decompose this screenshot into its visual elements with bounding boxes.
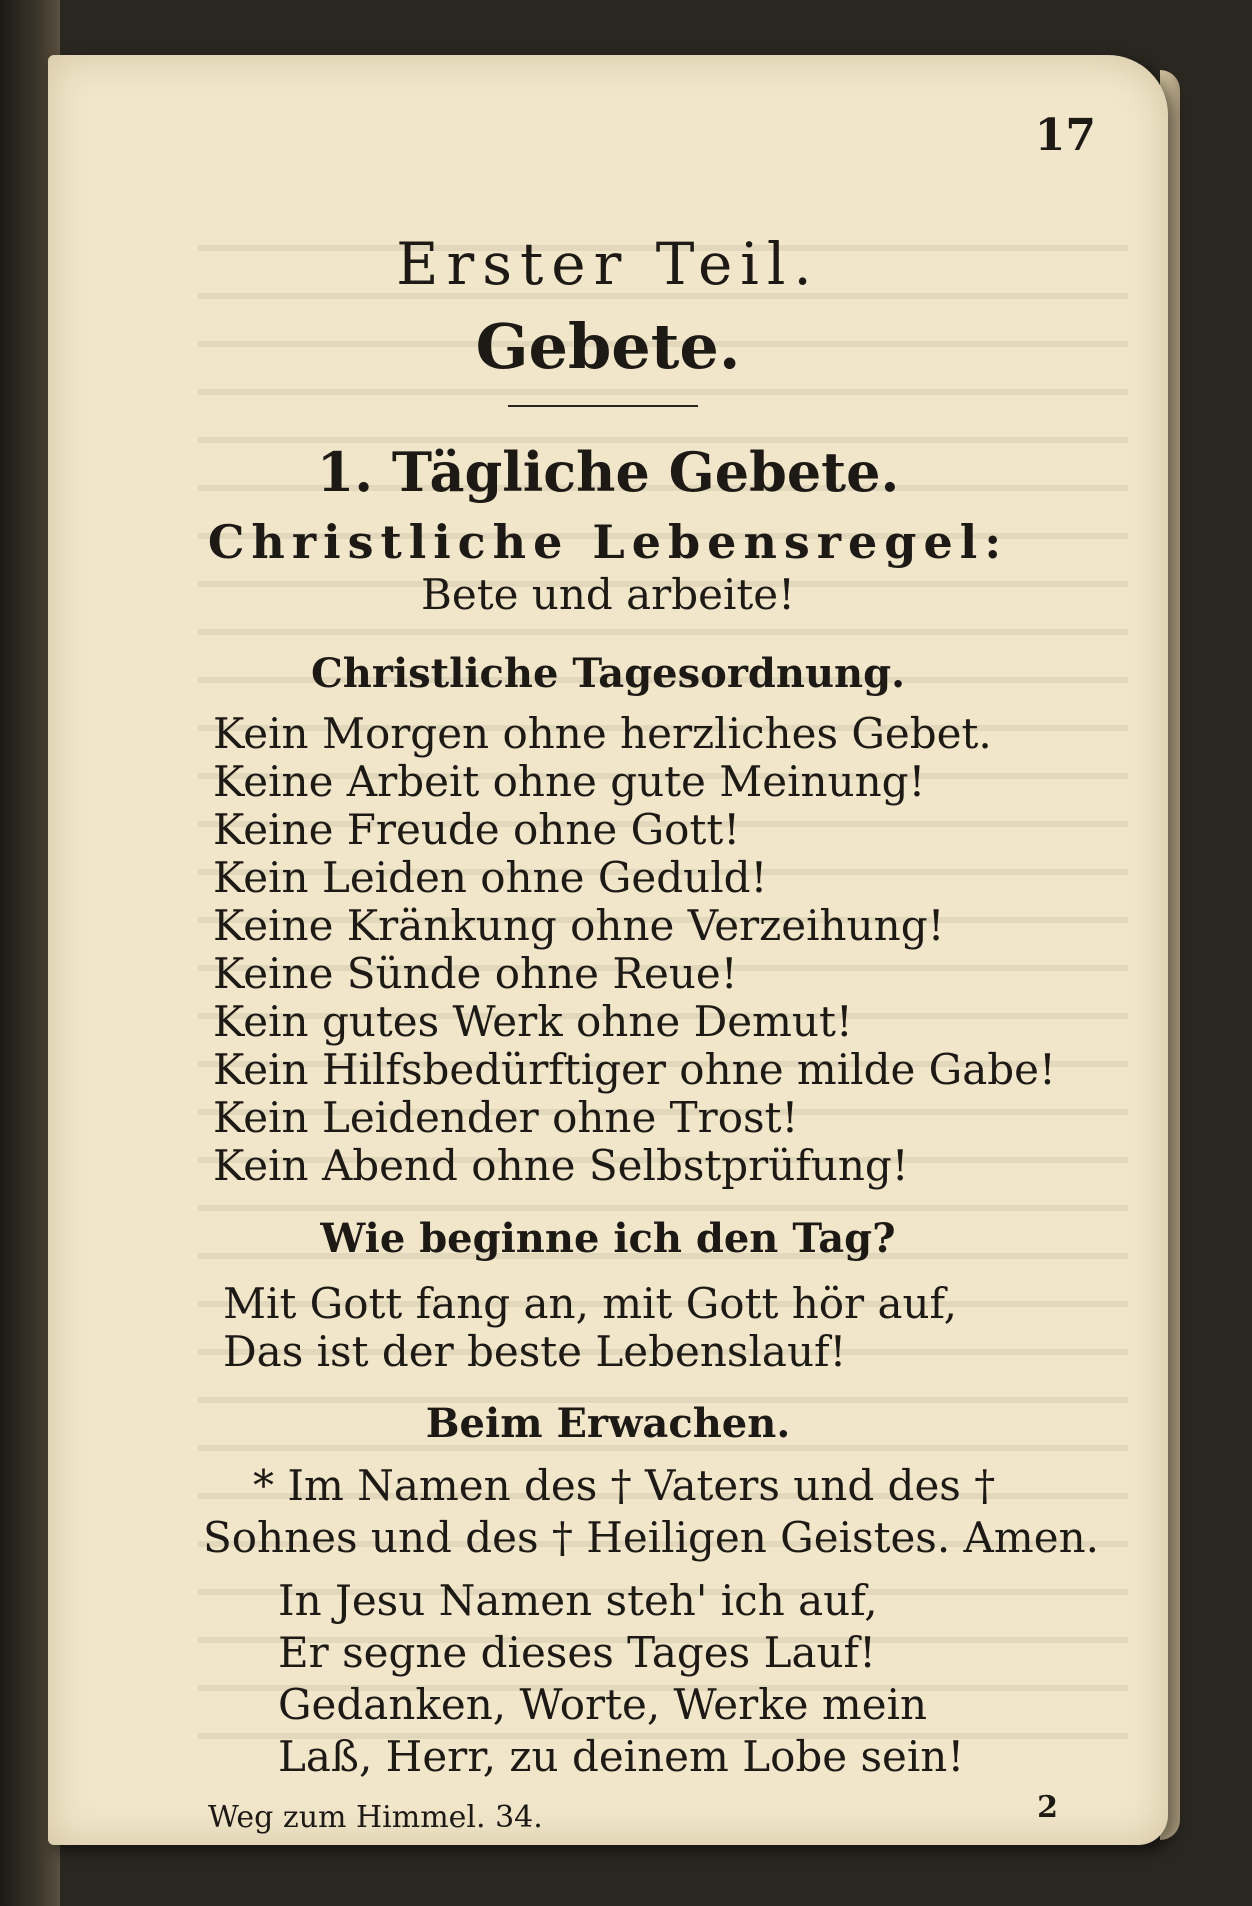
daily-order-line: Kein Hilfsbedürftiger ohne milde Gabe! [213, 1045, 1056, 1094]
daily-order-line: Kein Abend ohne Selbstprüfung! [213, 1141, 909, 1190]
daily-order-line: Kein Leidender ohne Trost! [213, 1093, 799, 1142]
prayer-line: Er segne dieses Tages Lauf! [278, 1628, 876, 1677]
footer-signature: Weg zum Himmel. 34. [208, 1800, 543, 1835]
rule-text: Bete und arbeite! [420, 570, 796, 619]
daily-order-line: Keine Kränkung ohne Verzeihung! [213, 901, 945, 950]
daily-order-heading: Christliche Tagesordnung. [310, 650, 906, 697]
daily-order-line: Kein gutes Werk ohne Demut! [213, 997, 853, 1046]
chapter-title: 1. Tägliche Gebete. [316, 440, 900, 504]
part-title: Erster Teil. [396, 230, 820, 298]
footer-sheet-number: 2 [1037, 1790, 1058, 1825]
daily-order-list [213, 710, 1113, 1190]
blessing-line: Sohnes und des † Heiligen Geistes. Amen. [203, 1513, 1099, 1562]
daily-order-line: Keine Sünde ohne Reue! [213, 949, 738, 998]
prayer-line: Laß, Herr, zu deinem Lobe sein! [278, 1732, 965, 1781]
section-title: Gebete. [475, 310, 741, 383]
page-number: 17 [1034, 110, 1096, 161]
start-day-line: Mit Gott fang an, mit Gott hör auf, [223, 1279, 957, 1328]
prayer-line: In Jesu Namen steh' ich auf, [278, 1576, 878, 1625]
awakening-heading: Beim Erwachen. [425, 1400, 791, 1447]
prayer-line: Gedanken, Worte, Werke mein [278, 1680, 928, 1729]
blessing-text [203, 1460, 1163, 1564]
blessing-line: * Im Namen des † Vaters und des † [253, 1461, 996, 1510]
book-page [48, 55, 1168, 1845]
start-day-verse [223, 1280, 1123, 1376]
start-day-heading: Wie beginne ich den Tag? [320, 1215, 896, 1262]
morning-prayer [278, 1575, 1078, 1783]
daily-order-line: Keine Arbeit ohne gute Meinung! [213, 757, 926, 806]
daily-order-line: Kein Morgen ohne herzliches Gebet. [213, 709, 992, 758]
divider-rule [508, 405, 698, 407]
daily-order-line: Kein Leiden ohne Geduld! [213, 853, 768, 902]
rule-heading: Christliche Lebensregel: [207, 515, 1009, 569]
start-day-line: Das ist der beste Lebenslauf! [223, 1327, 847, 1376]
daily-order-line: Keine Freude ohne Gott! [213, 805, 741, 854]
